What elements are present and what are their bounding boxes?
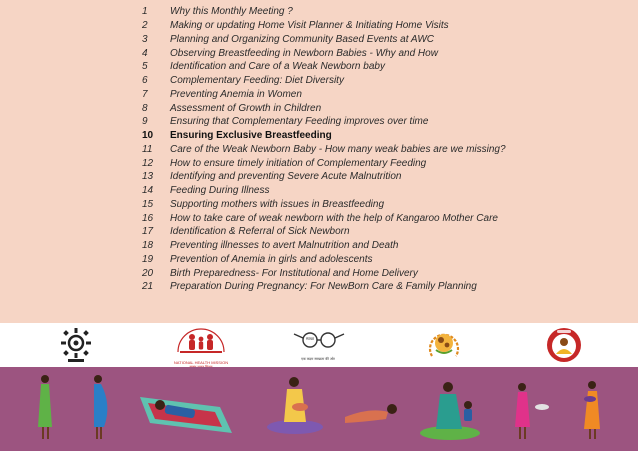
agenda-item-14: [136, 184, 636, 198]
woman-standing-illustration: [38, 375, 52, 439]
agenda-item-number: 21: [142, 281, 154, 293]
agenda-item-title: Why this Monthly Meeting ?: [170, 6, 293, 18]
agenda-item-title: Care of the Weak Newborn Baby - How many weak babies are we missing?: [170, 143, 506, 155]
family-icon: [172, 326, 230, 356]
agenda-item-number: 18: [142, 240, 154, 252]
agenda-list: [136, 5, 636, 294]
agenda-item-title: Making or updating Home Visit Planner & Initiating Home Visits: [170, 20, 449, 32]
agenda-item-number: 19: [142, 253, 154, 265]
nhm-text: NATIONAL HEALTH MISSION: [173, 360, 229, 365]
agenda-item-19: [136, 253, 636, 267]
agenda-item-title: Identification and Care of a Weak Newborn baby: [170, 61, 385, 73]
agenda-item-13: [136, 170, 636, 184]
agenda-item-title: Planning and Organizing Community Based Events at AWC: [170, 33, 435, 45]
mother-child-logo: [424, 326, 464, 364]
emblem-logo: [58, 326, 94, 364]
agenda-item-6: [136, 74, 636, 88]
agenda-item-title: Identifying and preventing Severe Acute Malnutrition: [170, 171, 402, 183]
agenda-item-number: 11: [142, 143, 153, 155]
illustrations: [0, 367, 638, 451]
agenda-item-title: Preparation During Pregnancy: For NewBorn Care & Family Planning: [170, 281, 477, 293]
agenda-item-4: [136, 46, 636, 60]
illustration-band: [0, 367, 638, 451]
agenda-item-number: 8: [142, 102, 148, 114]
agenda-item-title: Supporting mothers with issues in Breastfeeding: [170, 198, 385, 210]
agenda-item-5: [136, 60, 636, 74]
agenda-item-title: Birth Preparedness- For Institutional and Home Delivery: [170, 267, 418, 279]
swachh-tagline: एक कदम स्वच्छता की ओर: [301, 357, 335, 361]
agenda-item-number: 1: [142, 6, 148, 18]
agenda-item-title: Identification & Referral of Sick Newborn: [170, 226, 350, 238]
agenda-item-number: 4: [142, 47, 148, 59]
agenda-item-number: 16: [142, 212, 154, 224]
agenda-item-number: 13: [142, 171, 154, 183]
agenda-item-title: Complementary Feeding: Diet Diversity: [170, 75, 344, 87]
mother-with-child-illustration: [420, 382, 480, 440]
agenda-item-20: [136, 266, 636, 280]
agenda-item-title: Preventing illnesses to avert Malnutrition and Death: [170, 240, 399, 252]
agenda-item-title: Prevention of Anemia in girls and adolescents: [170, 253, 373, 265]
woman-eating-illustration: [584, 381, 600, 439]
agenda-item-number: 9: [142, 116, 148, 128]
agenda-item-16: [136, 211, 636, 225]
agenda-item-title: Preventing Anemia in Women: [170, 88, 302, 100]
agenda-item-number: 5: [142, 61, 148, 73]
agenda-item-number: 17: [142, 226, 154, 238]
partner-logos-strip: [0, 323, 638, 367]
mother-resting-illustration: [140, 397, 232, 433]
agenda-item-number: 6: [142, 75, 148, 87]
agenda-item-18: [136, 239, 636, 253]
agenda-item-title: Assessment of Growth in Children: [170, 102, 322, 114]
agenda-item-15: [136, 198, 636, 212]
agenda-item-number: 12: [142, 157, 154, 169]
agenda-item-title: How to take care of weak newborn with the help of Kangaroo Mother Care: [170, 212, 498, 224]
agenda-item-9: [136, 115, 636, 129]
woman-with-bowl-illustration: [515, 383, 549, 439]
pregnant-woman-illustration: [94, 375, 107, 439]
agenda-item-title: Ensuring that Complementary Feeding improves over time: [170, 116, 429, 128]
swachh-bharat-logo: [288, 326, 348, 364]
breastfeeding-mother-illustration: [267, 377, 323, 434]
agenda-item-number: 3: [142, 33, 148, 45]
agenda-item-title: Ensuring Exclusive Breastfeeding: [170, 130, 332, 142]
swachh-word: स्वच्छ: [305, 336, 315, 341]
agenda-item-title: Feeding During Illness: [170, 185, 270, 197]
agenda-item-number: 15: [142, 198, 154, 210]
crawling-baby-illustration: [345, 404, 397, 423]
agenda-item-8: [136, 101, 636, 115]
round-seal-logo: [545, 326, 583, 364]
agenda-item-12: [136, 156, 636, 170]
agenda-item-number: 7: [142, 88, 148, 100]
agenda-item-number: 2: [142, 20, 148, 32]
agenda-item-11: [136, 143, 636, 157]
agenda-item-1: [136, 5, 636, 19]
agenda-item-7: [136, 88, 636, 102]
agenda-item-3: [136, 33, 636, 47]
agenda-item-number: 14: [142, 185, 154, 197]
agenda-item-number: 20: [142, 267, 154, 279]
national-health-mission-logo: [172, 326, 230, 364]
agenda-item-number: 10: [142, 130, 154, 142]
agenda-item-title: How to ensure timely initiation of Complementary Feeding: [170, 157, 427, 169]
agenda-item-2: [136, 19, 636, 33]
agenda-item-title: Observing Breastfeeding in Newborn Babies - Why and How: [170, 47, 438, 59]
agenda-item-21: [136, 280, 636, 294]
agenda-item-10-current: [136, 129, 636, 143]
agenda-item-17: [136, 225, 636, 239]
